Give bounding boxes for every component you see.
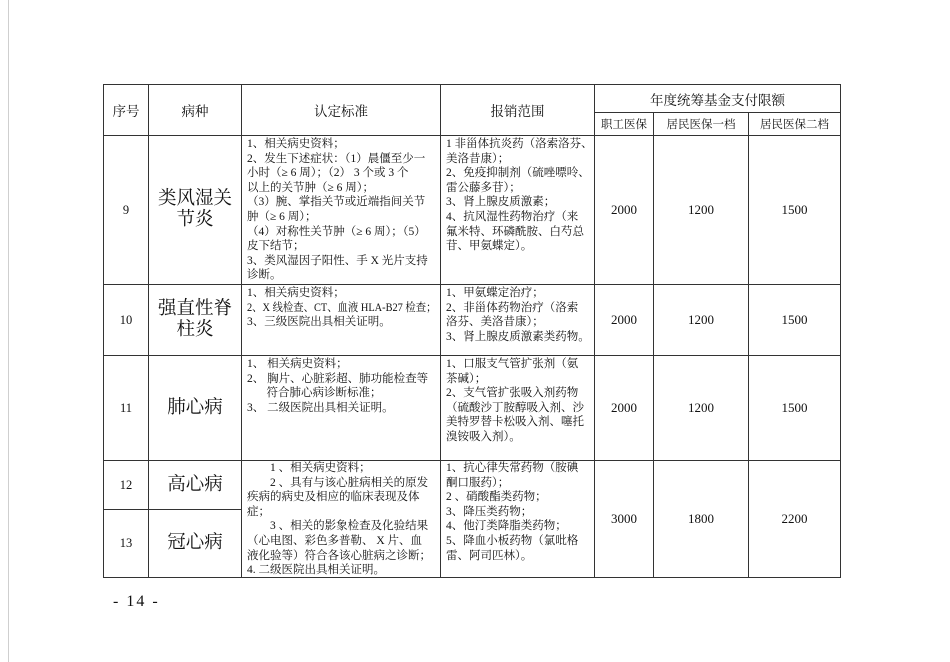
header-disease-label: 病种	[181, 104, 209, 119]
criteria-line: 以上的关节肿（≥ 6 周）；	[247, 181, 375, 194]
row-index: 11	[119, 400, 133, 415]
disease-name-cell	[148, 460, 242, 510]
resident-tier2-limit: 1500	[781, 400, 808, 415]
header-resident-tier2-label: 居民医保二档	[760, 119, 829, 131]
resident-tier1-limit: 1800	[688, 511, 714, 526]
scope-cell	[440, 135, 595, 285]
criteria-line: 小时（≥ 6 周）；（2） 3 个或 3 个	[247, 167, 409, 180]
criteria-line: 2、 胸片、心脏彩超、肺功能检查等	[247, 372, 429, 385]
scope-line: 3、肾上腺皮质激素；	[446, 196, 556, 209]
disease-name-cell	[148, 135, 242, 285]
resident-tier2-limit-cell	[748, 135, 841, 285]
scope-line: 3、肾上腺皮质激素类药物。	[446, 330, 590, 343]
row-index: 13	[119, 536, 133, 550]
scope-line: 氟米特、环磷酰胺、白芍总	[446, 225, 584, 238]
resident-tier1-limit-cell	[653, 460, 749, 578]
disease-name: 冠心病	[167, 533, 223, 553]
header-resident-tier2-cell	[748, 112, 841, 136]
resident-tier2-limit-cell	[748, 284, 841, 356]
scope-line: 酮口服药）；	[446, 476, 510, 489]
header-resident-tier1-cell	[653, 112, 749, 136]
scope-line: 1、甲氨蝶定治疗；	[446, 287, 544, 299]
scope-line: 雷公藤多苷）；	[446, 181, 521, 194]
row-index: 9	[122, 202, 130, 217]
scope-line: 2、支气管扩张吸入剂药物	[446, 387, 579, 400]
header-disease-cell	[148, 84, 242, 136]
criteria-line: （4）对称性关节肿（≥ 6 周）；（5）	[247, 225, 426, 238]
row-index-cell	[103, 135, 149, 285]
criteria-line: 3、类风湿因子阳性、手 X 光片支持	[247, 254, 428, 267]
chronic-disease-table	[103, 84, 841, 578]
criteria-line: 1、 相关病史资料；	[247, 358, 348, 370]
resident-tier2-limit: 1500	[781, 312, 808, 327]
criteria-line: 2 、具有与该心脏病相关的原发	[270, 476, 429, 489]
criteria-line: 符合肺心病诊断标准；	[266, 387, 382, 400]
header-employee-label: 职工医保	[601, 119, 647, 131]
employee-limit: 2000	[611, 312, 637, 327]
scope-line: 溴铵吸入剂）。	[446, 430, 521, 443]
employee-limit-cell	[594, 355, 654, 461]
criteria-line: 疾病的病史及相应的临床表现及体	[247, 491, 420, 504]
employee-limit: 3000	[611, 511, 637, 526]
resident-tier2-limit-cell	[748, 460, 841, 578]
criteria-line: 3、 二级医院出具相关证明。	[247, 401, 394, 414]
scope-line: （硫酸沙丁胺醇吸入剂、沙	[446, 401, 584, 414]
criteria-line: 3 、相关的影象检查及化验结果	[270, 520, 429, 533]
scope-line: 3、降压类药物；	[446, 505, 533, 518]
scope-line: 2、免疫抑制剂（硫唑嘌呤、	[446, 167, 590, 180]
row-index-cell	[103, 509, 149, 578]
scope-line: 2 、硝酸酯类药物；	[446, 491, 547, 504]
header-limit-group-cell	[594, 84, 841, 113]
row-index-cell	[103, 355, 149, 461]
employee-limit: 2000	[611, 400, 637, 415]
scope-line: 美特罗替卡松吸入剂、噻托	[446, 416, 584, 429]
criteria-cell	[241, 460, 441, 578]
scope-line: 美洛昔康）；	[446, 152, 510, 165]
scope-line: 雷、阿司匹林）。	[446, 549, 533, 562]
criteria-line: 4. 二级医院出具相关证明。	[247, 564, 385, 577]
page-edge-line	[8, 0, 9, 662]
header-criteria-cell	[241, 84, 441, 136]
scope-line: 2、非甾体药物治疗（洛索	[446, 301, 579, 314]
resident-tier2-limit-cell	[748, 355, 841, 461]
criteria-line: 2、X 线检查、CT、血液 HLA-B27 检查；	[247, 301, 437, 314]
scope-cell	[440, 460, 595, 578]
scope-cell	[440, 355, 595, 461]
scope-line: 苷、甲氨蝶定）。	[446, 240, 533, 253]
criteria-line: 1 、相关病史资料；	[270, 462, 371, 474]
criteria-line: 诊断。	[247, 269, 282, 282]
resident-tier2-limit: 1500	[781, 202, 808, 217]
page-number: - 14 -	[113, 593, 160, 610]
criteria-line: 1、相关病史资料；	[247, 287, 345, 299]
resident-tier2-limit: 2200	[781, 511, 808, 526]
header-criteria-label: 认定标准	[314, 104, 368, 119]
disease-name-cell	[148, 355, 242, 461]
resident-tier1-limit-cell	[653, 284, 749, 356]
employee-limit-cell	[594, 460, 654, 578]
row-index: 10	[119, 312, 133, 327]
header-employee-cell	[594, 112, 654, 136]
resident-tier1-limit-cell	[653, 355, 749, 461]
criteria-line: 皮下结节；	[247, 240, 305, 253]
scope-line: 1、抗心律失常药物（胺碘	[446, 462, 579, 474]
criteria-cell	[241, 355, 441, 461]
criteria-line: 肿（≥ 6 周）；	[247, 210, 317, 223]
employee-limit-cell	[594, 135, 654, 285]
scope-cell	[440, 284, 595, 356]
row-index-cell	[103, 284, 149, 356]
disease-name: 强直性脊柱炎	[157, 299, 232, 340]
disease-name-cell	[148, 509, 242, 578]
employee-limit: 2000	[611, 202, 637, 217]
criteria-line: 2、发生下述症状：（1）晨僵至少一	[247, 152, 426, 165]
header-index-label: 序号	[112, 104, 140, 119]
criteria-line: 液化验等）符合各该心脏病之诊断；	[247, 549, 431, 562]
scope-line: 洛芬、美洛昔康）；	[446, 316, 544, 329]
resident-tier1-limit: 1200	[688, 202, 714, 217]
scope-line: 1 非甾体抗炎药（洛索洛芬、	[446, 138, 593, 150]
disease-name: 类风湿关节炎	[157, 189, 232, 230]
header-index-cell	[103, 84, 149, 136]
row-index-cell	[103, 460, 149, 510]
criteria-line: 3、三级医院出具相关证明。	[247, 316, 391, 329]
criteria-line: （3）腕、掌指关节或近端指间关节	[247, 196, 426, 209]
criteria-cell	[241, 284, 441, 356]
scope-line: 茶碱）；	[446, 372, 487, 385]
criteria-cell	[241, 135, 441, 285]
criteria-line: 1、相关病史资料；	[247, 138, 345, 150]
resident-tier1-limit: 1200	[688, 312, 714, 327]
disease-name: 高心病	[167, 474, 223, 495]
resident-tier1-limit: 1200	[688, 400, 714, 415]
header-limit-group-label: 年度统筹基金支付限额	[650, 92, 785, 108]
scope-line: 4、他汀类降脂类药物；	[446, 520, 567, 533]
header-scope-label: 报销范围	[490, 104, 545, 119]
header-resident-tier1-label: 居民医保一档	[666, 119, 736, 131]
criteria-line: 症；	[247, 505, 270, 518]
row-index: 12	[119, 477, 133, 492]
criteria-line: （心电图、彩色多普勒、 X 片、血	[247, 534, 423, 547]
scope-line: 1、口服支气管扩张剂（氨	[446, 358, 579, 370]
scope-line: 5、降血小板药物（氯吡格	[446, 534, 579, 547]
scope-line: 4、抗风湿性药物治疗（来	[446, 210, 579, 223]
disease-name-cell	[148, 284, 242, 356]
employee-limit-cell	[594, 284, 654, 356]
resident-tier1-limit-cell	[653, 135, 749, 285]
header-scope-cell	[440, 84, 595, 136]
disease-name: 肺心病	[167, 397, 223, 418]
